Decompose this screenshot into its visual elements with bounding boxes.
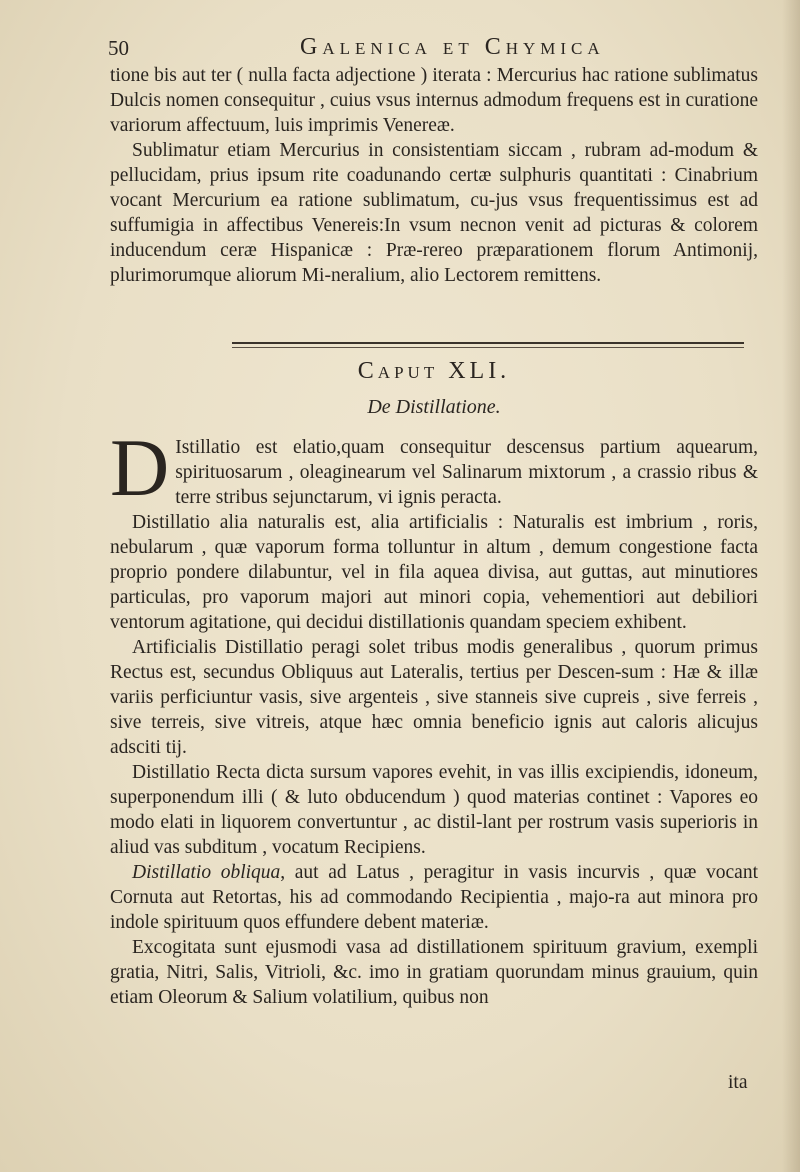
chapter-text-block [110,422,758,1010]
paragraph-three-modes: Artificialis Distillatio peragi solet tribus modis generalibus , quorum primus Rectus est, secundus Obliquus aut Lateralis, tertius per Descen-sum : Hæ & illæ variis perficiuntur vasis, sive argenteis , sive stanneis sive cupreis , sive ferreis , sive terreis, sive vitreis, atque hæc omnia beneficio ignis aut caloris alicujus adsciti tij. [110,637,758,758]
paragraph-sublimation: Sublimatur etiam Mercurius in consistentiam siccam , rubram ad-modum & pellucidam, prius ipsum rite coadunando certæ sulphuris quantitati : Cinabrium vocant Mercurium ea ratione sublimatum, cu-jus vsus frequentissimus est ad suffumigia in affectibus Venereis:In vsum necnon venit ad picturas & colorem inducendum ceræ Hispanicæ : Præ-rereo præparationem florum Antimonij, plurimorumque aliorum Mi-neralium, alio Lectorem remittens. [110,140,758,286]
top-text-block [110,63,758,288]
obliqua-rest: , aut ad Latus , peragitur in vasis incurvis , quæ vocant Cornuta aut Retortas, his ad commodando Recipientia , majo-ra aut minora pro indole spirituum quos effundere debent materiæ. [110,862,758,933]
page-number: 50 [108,36,129,60]
paragraph-definition-text: Istillatio est elatio,quam consequitur descensus partium aquearum, spirituosarum , oleaginearum vel Salinarum mixtorum , a crassio ribus & terre stribus sejunctarum, vi ignis peracta. [175,437,758,508]
chapter-subtitle: De Distillatione. [367,396,501,418]
catchword: ita [728,1072,748,1093]
chapter-title: Caput XLI. [357,358,511,384]
paragraph-natural-artificial: Distillatio alia naturalis est, alia artificialis : Naturalis est imbrium , roris, nebularum , quæ vaporum forma tolluntur in altum , demum congestione facta proprio pondere dilabuntur, vel in fila aquea divisa, aut guttas, aut minutiores particulas, pro vaporum majori aut minori copia, vehementiori aut debiliori ventorum agitatione, qui decidui distillationis quandam speciem exhibent. [110,512,758,633]
drop-cap-letter: D [110,422,170,513]
paragraph-obliqua [110,860,758,935]
page-edge-shadow [782,0,800,1172]
running-head: Galenica et Chymica [300,34,605,60]
paragraph-vessels: Excogitata sunt ejusmodi vasa ad distillationem spirituum gravium, exempli gratia, Nitri, Salis, Vitrioli, &c. imo in gratiam quorundam minus grauium, quin etiam Oleorum & Salium volatilium, quibus non [110,937,758,1008]
paragraph-definition [110,422,758,513]
page-header [108,34,758,64]
section-divider-rule [232,342,744,344]
paragraph-continuation: tione bis aut ter ( nulla facta adjectione ) iterata : Mercurius hac ratione sublimatus Dulcis nomen consequitur , cuius vsus internus admodum frequens est in curatione variorum affectuum, luis imprimis Venereæ. [110,65,758,136]
obliqua-lead-italic: Distillatio obliqua [132,862,281,883]
paragraph-recta: Distillatio Recta dicta sursum vapores evehit, in vas illis excipiendis, idoneum, superponendum illi ( & luto obducendum ) quod materias continet : Vapores eo modo elati in liquorem convertuntur , ac distil-lant per rostrum vasis superioris in aliud vas subditum , vocatum Recipiens. [110,762,758,858]
